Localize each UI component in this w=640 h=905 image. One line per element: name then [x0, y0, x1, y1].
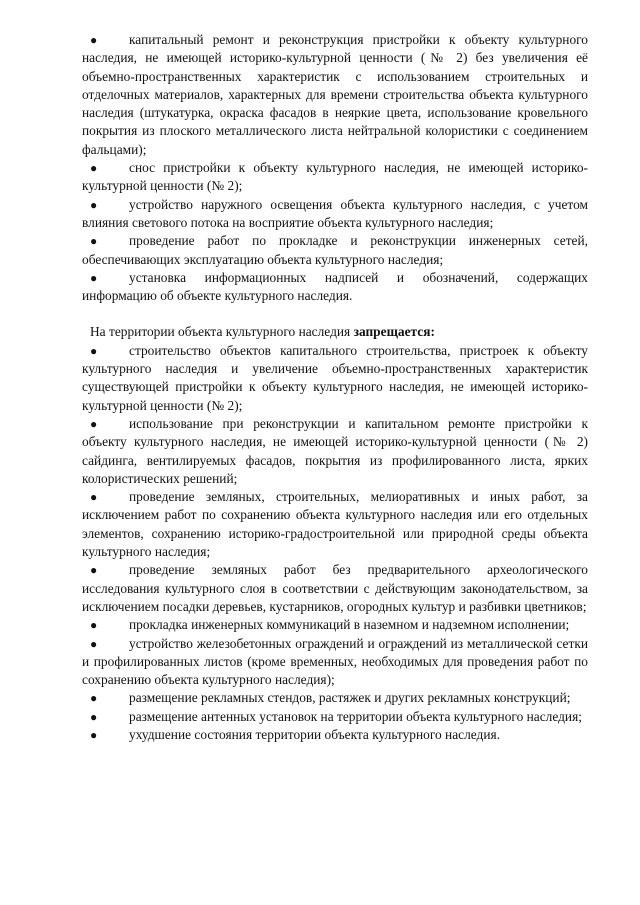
list-item-text: строительство объектов капитального строительства, пристроек к объекту культурного наследия и увеличение объемно-пространственных характеристик существующей пристройки к объекту культурного наследия, не имеющей историко-культурной ценности (№ 2);	[82, 342, 588, 413]
bullet-icon: ●	[90, 416, 98, 431]
list-item-text: установка информационных надписей и обозначений, содержащих информацию об объекте культурного наследия.	[82, 269, 588, 304]
list-item	[82, 415, 588, 488]
bullet-icon: ●	[90, 636, 98, 651]
list-item-text: капитальный ремонт и реконструкция пристройки к объекту культурного наследия, не имеющей историко-культурной ценности (№ 2) без увеличения её объемно-пространственных характеристик с использованием строительных и отделочных материалов, характерных для времени строительства объекта культурного наследия (штукатурка, окраска фасадов в неяркие цвета, использование кровельного покрытия из плоского металлического листа нейтральной колористики с соединением фальцами);	[82, 32, 588, 157]
bullet-icon: ●	[90, 161, 98, 176]
bullet-icon: ●	[90, 343, 98, 358]
prohibited-intro-text: На территории объекта культурного наследия	[90, 324, 354, 340]
list-item-text: размещение антенных установок на территории объекта культурного наследия;	[129, 708, 582, 724]
list-item-text: устройство железобетонных ограждений и ограждений из металлической сетки и профилированных листов (кроме временных, необходимых для проведения работ по сохранению объекта культурного наследия);	[82, 635, 588, 688]
prohibited-intro	[82, 323, 588, 341]
list-item-text: устройство наружного освещения объекта культурного наследия, с учетом влияния светового потока на восприятие объекта культурного наследия;	[82, 196, 588, 230]
list-item	[82, 232, 588, 269]
list-item	[82, 159, 588, 196]
bullet-icon: ●	[90, 563, 98, 578]
list-item	[82, 561, 588, 616]
bullet-icon: ●	[90, 270, 98, 285]
bullet-icon: ●	[90, 618, 98, 633]
list-item-text: размещение рекламных стендов, растяжек и других рекламных конструкций;	[129, 690, 571, 706]
list-item	[82, 488, 588, 561]
bullet-icon: ●	[90, 33, 98, 47]
list-item-text: проведение земляных, строительных, мелиоративных и иных работ, за исключением работ по сохранению объекта культурного наследия или его отдельных элементов, сохранению историко-градостроительной или природной среды объекта культурного наследия;	[82, 489, 588, 560]
bullet-icon: ●	[90, 691, 98, 706]
list-item	[82, 31, 588, 159]
list-item-text: прокладка инженерных коммуникаций в наземном и надземном исполнении;	[129, 617, 570, 633]
list-item-text: проведение земляных работ без предварительного археологического исследования культурного слоя в соответствии с действующим законодательством, за исключением посадки деревьев, кустарников, огородных культур и разбивки цветников;	[82, 562, 588, 614]
list-item	[82, 269, 588, 306]
list-item	[82, 342, 588, 415]
list-item-text: снос пристройки к объекту культурного наследия, не имеющей историко-культурной ценности (№ 2);	[82, 160, 588, 194]
list-item-text: использование при реконструкции и капитальном ремонте пристройки к объекту культурного наследия, не имеющей историко-культурной ценности (№ 2) сайдинга, вентилируемых фасадов, покрытия из профилированного листа, ярких колористических решений;	[82, 415, 588, 486]
list-item	[82, 196, 588, 233]
list-item	[82, 726, 588, 744]
bullet-icon: ●	[90, 727, 98, 742]
prohibited-works-list	[82, 342, 588, 745]
list-item-text: проведение работ по прокладке и реконструкции инженерных сетей, обеспечивающих эксплуатацию объекта культурного наследия;	[82, 233, 588, 267]
bullet-icon: ●	[90, 234, 98, 249]
list-item	[82, 616, 588, 634]
bullet-icon: ●	[90, 709, 98, 724]
prohibited-intro-bold: запрещается:	[353, 324, 435, 340]
list-item	[82, 708, 588, 726]
bullet-icon: ●	[90, 490, 98, 505]
list-item	[82, 689, 588, 707]
permitted-works-list	[82, 31, 588, 305]
list-item-text: ухудшение состояния территории объекта культурного наследия.	[129, 726, 501, 742]
bullet-icon: ●	[90, 197, 98, 212]
document-page	[82, 31, 588, 744]
list-item	[82, 635, 588, 690]
